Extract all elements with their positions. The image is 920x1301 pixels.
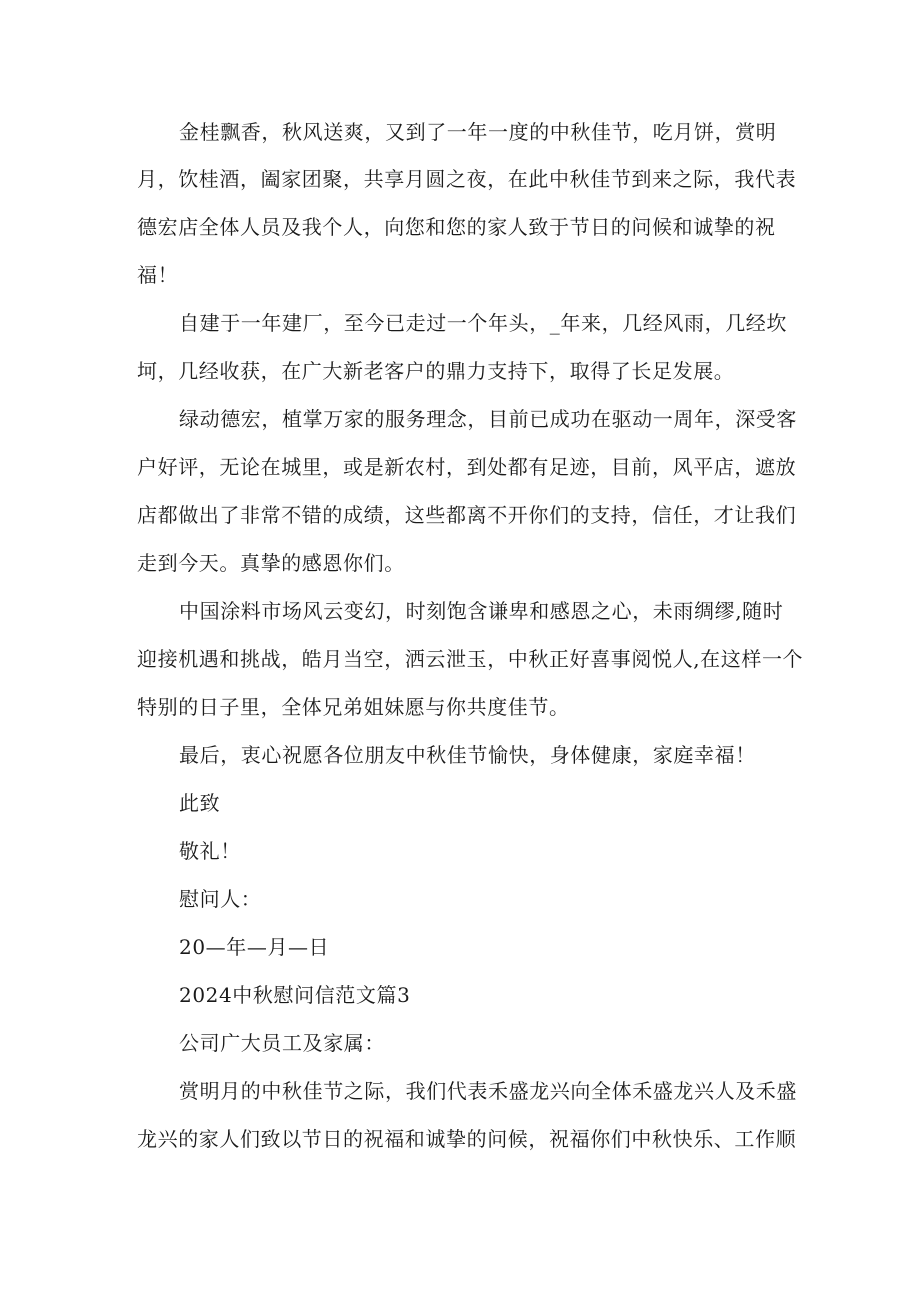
paragraph-4-line-1: 中国涂料市场风云变幻，时刻饱含谦卑和感恩之心，未雨绸缪,随时 (179, 599, 784, 623)
paragraph-5-line-2: 龙兴的家人们致以节日的祝福和诚挚的问候，祝福你们中秋快乐、工作顺 (137, 1127, 797, 1151)
paragraph-2-line-1: 自建于一年建厂，至今已走过一个年头，_年来，几经风雨，几经坎 (179, 311, 787, 335)
closing-wish: 最后，衷心祝愿各位朋友中秋佳节愉快，身体健康，家庭幸福！ (179, 743, 756, 767)
paragraph-3-line-2: 户好评，无论在城里，或是新农村，到处都有足迹，目前，风平店，遮放 (137, 455, 797, 479)
paragraph-1-line-3: 德宏店全体人员及我个人，向您和您的家人致于节日的问候和诚挚的祝 (137, 215, 776, 239)
paragraph-4-line-3: 特别的日子里，全体兄弟姐妹愿与你共度佳节。 (137, 695, 570, 719)
paragraph-1-line-4: 福！ (137, 263, 179, 287)
paragraph-2-line-2: 坷，几经收获，在广大新老客户的鼎力支持下，取得了长足发展。 (137, 359, 735, 383)
paragraph-1-line-2: 月，饮桂酒，阖家团聚，共享月圆之夜，在此中秋佳节到来之际，我代表 (137, 167, 797, 191)
date-line: 20—年—月—日 (179, 935, 330, 959)
addressee-line: 公司广大员工及家属： (179, 1031, 385, 1055)
paragraph-4-line-2: 迎接机遇和挑战，皓月当空，洒云泄玉，中秋正好喜事阅悦人,在这样一个 (137, 647, 804, 671)
paragraph-3-line-3: 店都做出了非常不错的成绩，这些都离不开你们的支持，信任，才让我们 (137, 503, 797, 527)
salutation-jingli: 敬礼！ (179, 839, 241, 863)
paragraph-3-line-1: 绿动德宏，植掌万家的服务理念，目前已成功在驱动一周年，深受客 (179, 407, 797, 431)
section-heading: 2024中秋慰问信范文篇3 (179, 983, 411, 1007)
paragraph-3-line-4: 走到今天。真挚的感恩你们。 (137, 551, 405, 575)
paragraph-1-line-1: 金桂飘香，秋风送爽，又到了一年一度的中秋佳节，吃月饼，赏明 (179, 120, 777, 144)
salutation-cizhi: 此致 (179, 791, 221, 815)
signer-label: 慰问人： (179, 887, 262, 911)
paragraph-5-line-1: 赏明月的中秋佳节之际，我们代表禾盛龙兴向全体禾盛龙兴人及禾盛 (179, 1079, 797, 1103)
